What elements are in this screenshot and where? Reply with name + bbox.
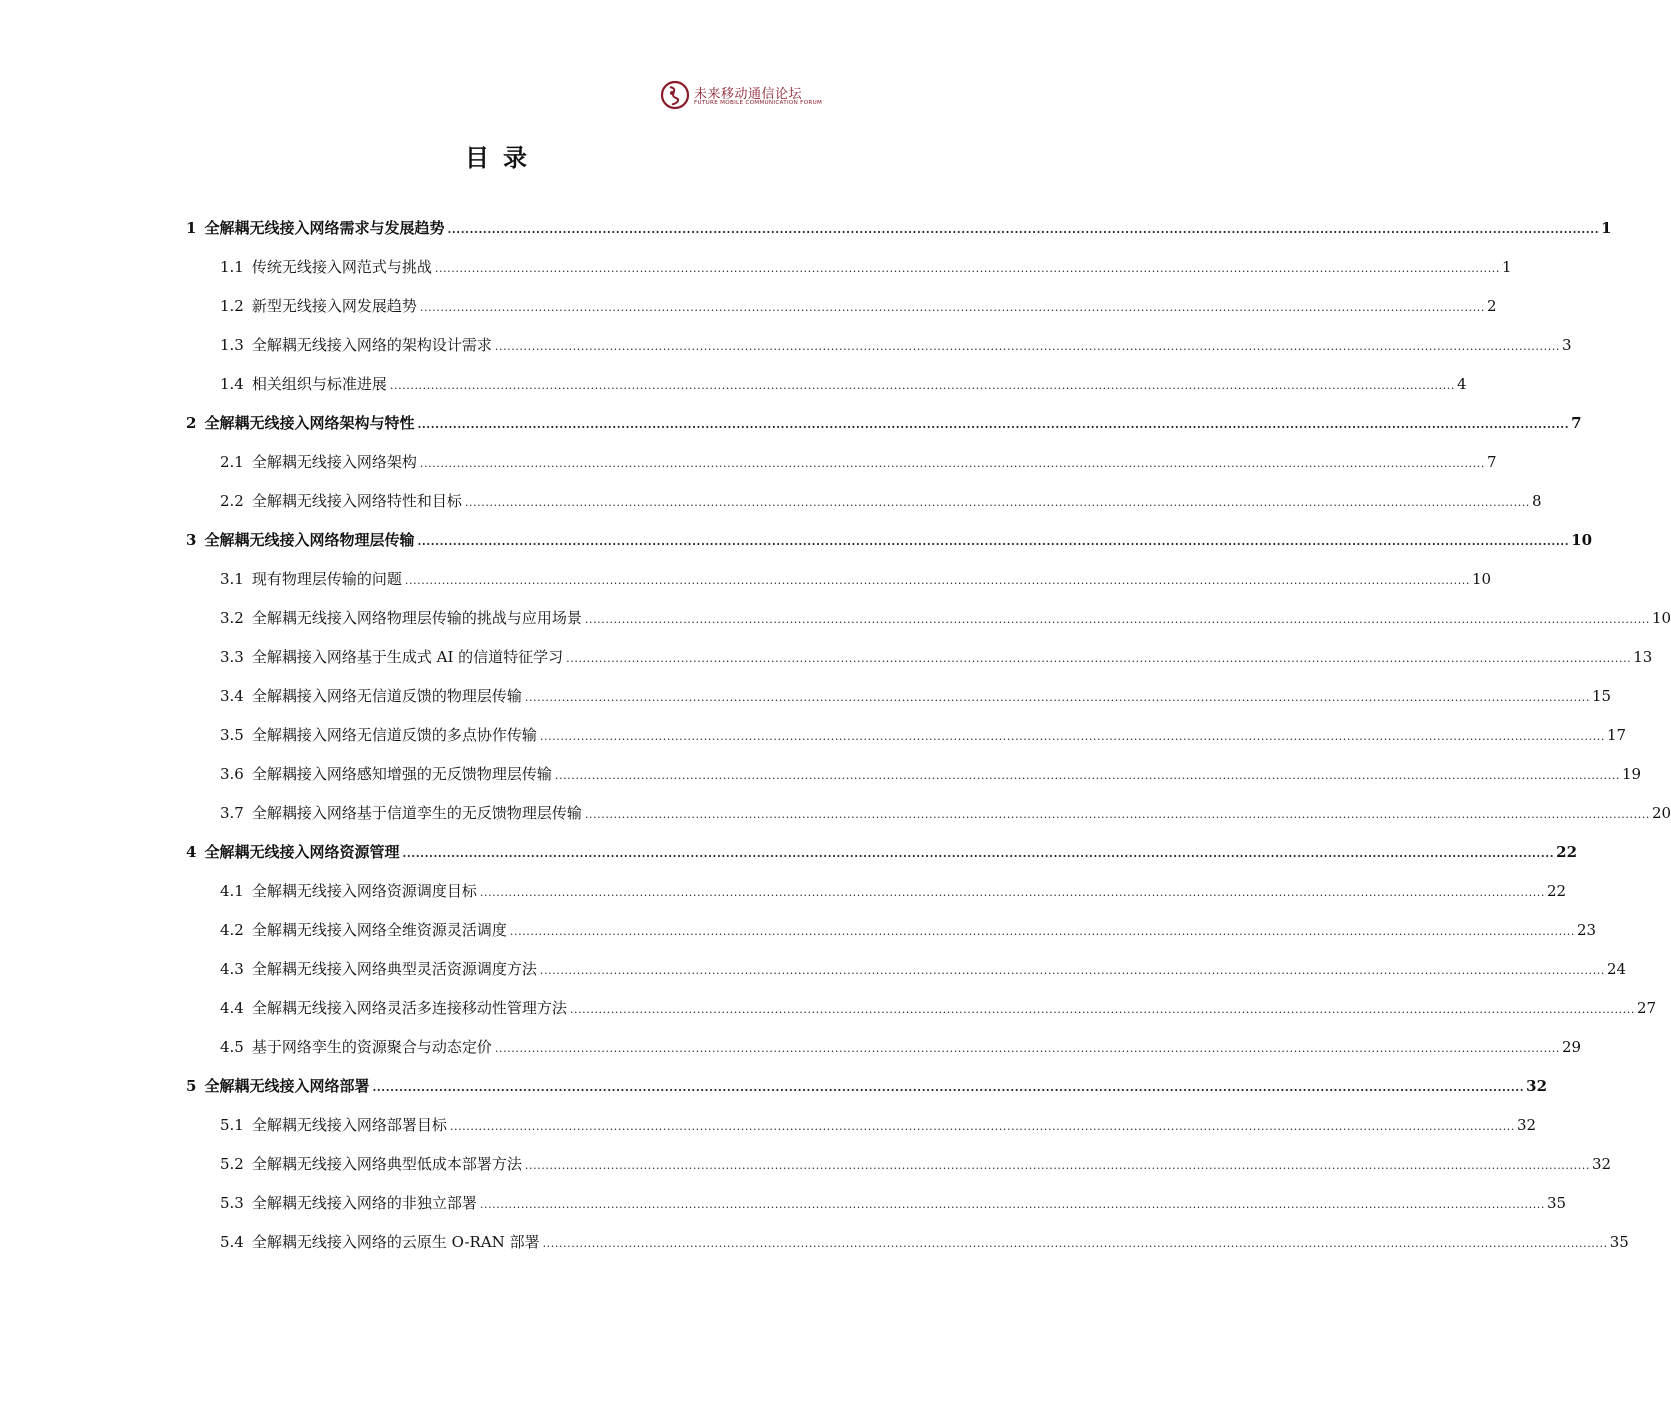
forum-logo — [660, 80, 830, 114]
toc-chapter-entry[interactable] — [186, 832, 1578, 871]
toc-page-number: 24 — [1606, 959, 1627, 978]
toc-section-entry[interactable] — [186, 754, 1642, 793]
toc-page-number: 7 — [1571, 413, 1582, 432]
toc-entry-number: 2.2 — [220, 491, 244, 510]
toc-page-number: 1 — [1601, 218, 1612, 237]
table-of-contents — [186, 208, 1671, 1261]
toc-section-entry[interactable] — [186, 247, 1512, 286]
toc-entry-title: 全解耦接入网络基于信道孪生的无反馈物理层传输 — [251, 804, 582, 822]
toc-entry-number: 4.1 — [220, 881, 244, 900]
toc-section-entry[interactable] — [186, 910, 1597, 949]
toc-dot-leader: .................................................................................................................................................................................................................................................................... — [417, 417, 1570, 431]
toc-page-number: 23 — [1576, 920, 1597, 939]
toc-entry-number: 2.1 — [220, 452, 244, 471]
toc-entry-number: 3.2 — [220, 608, 244, 627]
toc-chapter-entry[interactable] — [186, 403, 1582, 442]
toc-section-entry[interactable] — [186, 325, 1572, 364]
toc-entry-number: 4.3 — [220, 959, 244, 978]
toc-page-number: 15 — [1591, 686, 1612, 705]
toc-entry-number: 5.3 — [220, 1193, 244, 1212]
toc-section-entry[interactable] — [186, 949, 1627, 988]
toc-dot-leader: .................................................................................................................................................................................................................................................................... — [404, 573, 1470, 587]
toc-page-number: 7 — [1486, 452, 1497, 471]
toc-section-entry[interactable] — [186, 1144, 1612, 1183]
toc-entry-title: 全解耦接入网络无信道反馈的物理层传输 — [251, 687, 522, 705]
toc-section-entry[interactable] — [186, 793, 1671, 832]
toc-entry-title: 基于网络孪生的资源聚合与动态定价 — [251, 1038, 492, 1056]
toc-page-number: 19 — [1621, 764, 1642, 783]
toc-entry-title: 全解耦无线接入网络架构与特性 — [204, 414, 415, 432]
toc-entry-number: 3.7 — [220, 803, 244, 822]
toc-chapter-entry[interactable] — [186, 208, 1612, 247]
toc-dot-leader: .................................................................................................................................................................................................................................................................... — [542, 1236, 1608, 1250]
toc-entry-number: 3.5 — [220, 725, 244, 744]
toc-section-entry[interactable] — [186, 676, 1612, 715]
toc-entry-number: 1.2 — [220, 296, 244, 315]
toc-dot-leader: .................................................................................................................................................................................................................................................................... — [434, 261, 1500, 275]
toc-entry-number: 3.3 — [220, 647, 244, 666]
toc-dot-leader: .................................................................................................................................................................................................................................................................... — [539, 729, 1605, 743]
toc-dot-leader: .................................................................................................................................................................................................................................................................... — [419, 456, 1485, 470]
logo-english-name: FUTURE MOBILE COMMUNICATION FORUM — [694, 100, 823, 106]
toc-dot-leader: .................................................................................................................................................................................................................................................................... — [566, 651, 1632, 665]
toc-dot-leader: .................................................................................................................................................................................................................................................................... — [419, 300, 1485, 314]
toc-entry-title: 全解耦无线接入网络部署 — [204, 1077, 370, 1095]
toc-entry-number: 3.6 — [220, 764, 244, 783]
toc-entry-number: 5 — [186, 1076, 197, 1095]
toc-dot-leader: .................................................................................................................................................................................................................................................................... — [584, 612, 1650, 626]
toc-dot-leader: .................................................................................................................................................................................................................................................................... — [449, 1119, 1515, 1133]
toc-section-entry[interactable] — [186, 1027, 1582, 1066]
toc-page-number: 3 — [1561, 335, 1572, 354]
toc-page-number: 27 — [1636, 998, 1657, 1017]
toc-entry-title: 全解耦无线接入网络部署目标 — [251, 1116, 447, 1134]
toc-dot-leader: .................................................................................................................................................................................................................................................................... — [479, 885, 1545, 899]
toc-page-number: 17 — [1606, 725, 1627, 744]
toc-entry-number: 3 — [186, 530, 197, 549]
toc-entry-title: 全解耦无线接入网络典型灵活资源调度方法 — [251, 960, 537, 978]
toc-entry-number: 3.1 — [220, 569, 244, 588]
toc-dot-leader: .................................................................................................................................................................................................................................................................... — [509, 924, 1575, 938]
toc-dot-leader: .................................................................................................................................................................................................................................................................... — [417, 534, 1570, 548]
toc-page-number: 10 — [1571, 530, 1593, 549]
toc-entry-title: 全解耦接入网络基于生成式 AI 的信道特征学习 — [251, 648, 564, 666]
toc-page-number: 32 — [1516, 1115, 1537, 1134]
toc-section-entry[interactable] — [186, 1222, 1629, 1261]
toc-entry-title: 全解耦无线接入网络资源调度目标 — [251, 882, 477, 900]
toc-dot-leader: .................................................................................................................................................................................................................................................................... — [554, 768, 1620, 782]
toc-chapter-entry[interactable] — [186, 1066, 1548, 1105]
toc-entry-title: 全解耦无线接入网络物理层传输的挑战与应用场景 — [251, 609, 582, 627]
toc-section-entry[interactable] — [186, 637, 1653, 676]
toc-entry-number: 4.2 — [220, 920, 244, 939]
toc-entry-title: 全解耦无线接入网络特性和目标 — [251, 492, 462, 510]
toc-section-entry[interactable] — [186, 871, 1567, 910]
toc-entry-title: 传统无线接入网范式与挑战 — [251, 258, 432, 276]
logo-chinese-name: 未来移动通信论坛 — [694, 87, 803, 102]
toc-entry-title: 全解耦接入网络无信道反馈的多点协作传输 — [251, 726, 537, 744]
toc-dot-leader: .................................................................................................................................................................................................................................................................... — [402, 846, 1555, 860]
toc-chapter-entry[interactable] — [186, 520, 1593, 559]
toc-page-number: 32 — [1526, 1076, 1548, 1095]
toc-dot-leader: .................................................................................................................................................................................................................................................................... — [494, 1041, 1560, 1055]
toc-entry-number: 5.1 — [220, 1115, 244, 1134]
toc-entry-number: 1.4 — [220, 374, 244, 393]
toc-section-entry[interactable] — [186, 715, 1627, 754]
toc-entry-title: 全解耦无线接入网络的架构设计需求 — [251, 336, 492, 354]
toc-dot-leader: .................................................................................................................................................................................................................................................................... — [464, 495, 1530, 509]
toc-entry-title: 全解耦无线接入网络全维资源灵活调度 — [251, 921, 507, 939]
toc-page-number: 29 — [1561, 1037, 1582, 1056]
toc-entry-number: 4 — [186, 842, 197, 861]
toc-page-number: 22 — [1546, 881, 1567, 900]
toc-section-entry[interactable] — [186, 1183, 1567, 1222]
toc-dot-leader: .................................................................................................................................................................................................................................................................... — [569, 1002, 1635, 1016]
toc-section-entry[interactable] — [186, 598, 1671, 637]
toc-page-number: 35 — [1546, 1193, 1567, 1212]
toc-dot-leader: .................................................................................................................................................................................................................................................................... — [524, 1158, 1590, 1172]
toc-entry-number: 2 — [186, 413, 197, 432]
toc-entry-title: 全解耦无线接入网络的云原生 O-RAN 部署 — [251, 1233, 540, 1251]
toc-section-entry[interactable] — [186, 1105, 1537, 1144]
toc-page-number: 32 — [1591, 1154, 1612, 1173]
toc-entry-number: 4.4 — [220, 998, 244, 1017]
toc-entry-title: 全解耦无线接入网络物理层传输 — [204, 531, 415, 549]
toc-page-number: 20 — [1651, 803, 1671, 822]
toc-dot-leader: .................................................................................................................................................................................................................................................................... — [372, 1080, 1525, 1094]
toc-dot-leader: .................................................................................................................................................................................................................................................................... — [524, 690, 1590, 704]
toc-entry-title: 新型无线接入网发展趋势 — [251, 297, 417, 315]
toc-entry-number: 1 — [186, 218, 197, 237]
toc-entry-number: 4.5 — [220, 1037, 244, 1056]
toc-entry-number: 1.3 — [220, 335, 244, 354]
toc-page-number: 35 — [1609, 1232, 1629, 1251]
toc-entry-title: 全解耦无线接入网络灵活多连接移动性管理方法 — [251, 999, 567, 1017]
toc-dot-leader: .................................................................................................................................................................................................................................................................... — [539, 963, 1605, 977]
toc-page-number: 10 — [1651, 608, 1671, 627]
toc-dot-leader: .................................................................................................................................................................................................................................................................... — [479, 1197, 1545, 1211]
toc-entry-title: 全解耦无线接入网络需求与发展趋势 — [204, 219, 445, 237]
toc-entry-number: 1.1 — [220, 257, 244, 276]
toc-dot-leader: .................................................................................................................................................................................................................................................................... — [389, 378, 1455, 392]
toc-section-entry[interactable] — [186, 442, 1497, 481]
toc-entry-title: 全解耦无线接入网络架构 — [251, 453, 417, 471]
toc-entry-title: 全解耦无线接入网络的非独立部署 — [251, 1194, 477, 1212]
toc-entry-number: 3.4 — [220, 686, 244, 705]
toc-entry-title: 全解耦接入网络感知增强的无反馈物理层传输 — [251, 765, 552, 783]
toc-entry-number: 5.2 — [220, 1154, 244, 1173]
toc-page-number: 13 — [1633, 647, 1653, 666]
toc-dot-leader: .................................................................................................................................................................................................................................................................... — [494, 339, 1560, 353]
toc-entry-number: 5.4 — [220, 1232, 244, 1251]
toc-page-number: 2 — [1486, 296, 1497, 315]
toc-entry-title: 全解耦无线接入网络典型低成本部署方法 — [251, 1155, 522, 1173]
toc-section-entry[interactable] — [186, 286, 1497, 325]
forum-emblem-icon — [660, 80, 690, 110]
toc-section-entry[interactable] — [186, 988, 1657, 1027]
toc-section-entry[interactable] — [186, 364, 1467, 403]
toc-dot-leader: .................................................................................................................................................................................................................................................................... — [584, 807, 1650, 821]
toc-page-number: 8 — [1531, 491, 1542, 510]
toc-entry-title: 相关组织与标准进展 — [251, 375, 387, 393]
toc-dot-leader: .................................................................................................................................................................................................................................................................... — [447, 222, 1600, 236]
toc-page-number: 4 — [1456, 374, 1467, 393]
toc-page-number: 10 — [1471, 569, 1492, 588]
toc-entry-title: 现有物理层传输的问题 — [251, 570, 402, 588]
toc-page-number: 1 — [1501, 257, 1512, 276]
toc-entry-title: 全解耦无线接入网络资源管理 — [204, 843, 400, 861]
page-title: 目录 — [465, 143, 541, 172]
toc-page-number: 22 — [1556, 842, 1578, 861]
toc-section-entry[interactable] — [186, 481, 1542, 520]
toc-section-entry[interactable] — [186, 559, 1492, 598]
